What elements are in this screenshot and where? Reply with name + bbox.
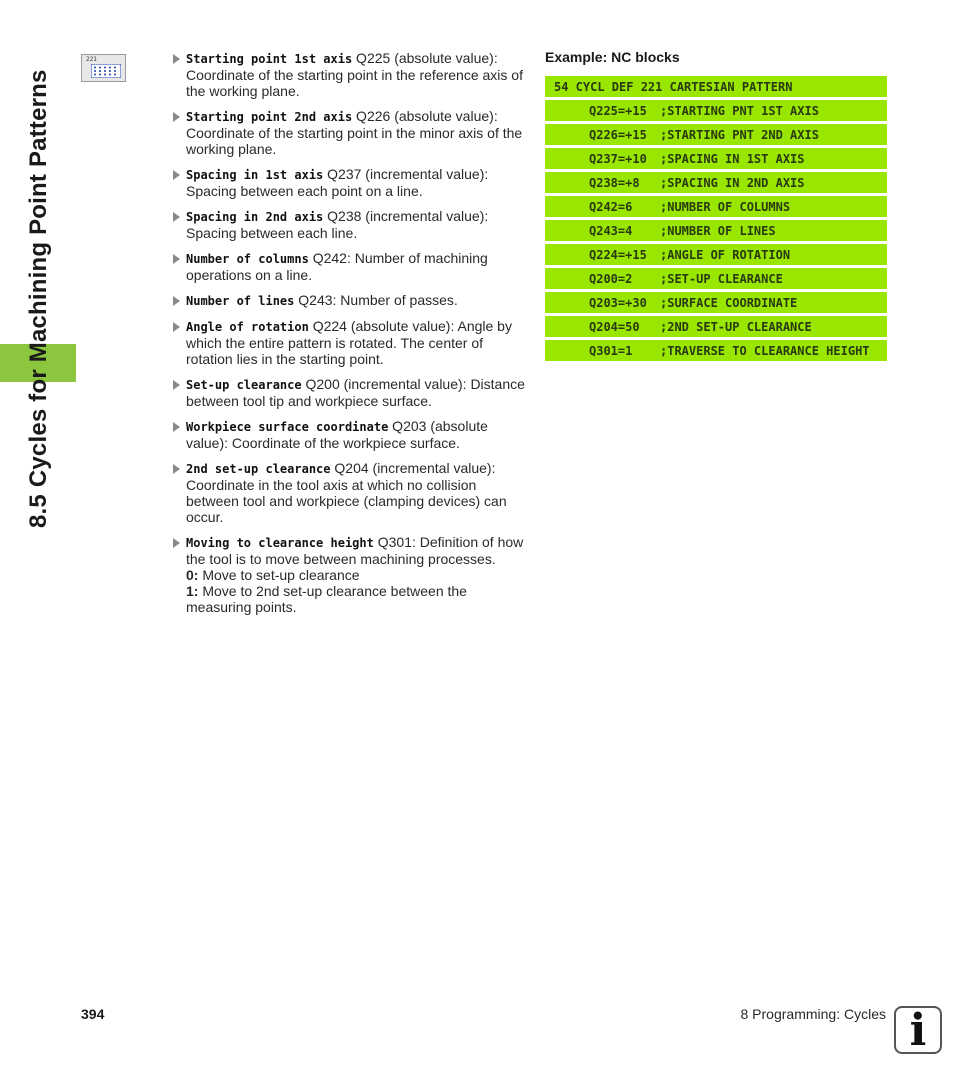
bullet-triangle-icon bbox=[173, 296, 180, 306]
nc-comment: ;TRAVERSE TO CLEARANCE HEIGHT bbox=[660, 344, 870, 358]
nc-comment: ;STARTING PNT 2ND AXIS bbox=[660, 128, 819, 142]
nc-comment: ;SET-UP CLEARANCE bbox=[660, 272, 783, 286]
bullet-triangle-icon bbox=[173, 112, 180, 122]
parameter-name: Number of columns bbox=[186, 252, 309, 266]
parameter-name: Workpiece surface coordinate bbox=[186, 420, 389, 434]
nc-parameter: Q204=50 bbox=[589, 320, 640, 334]
nc-block-line bbox=[545, 292, 887, 313]
parameter-name: Moving to clearance height bbox=[186, 536, 374, 550]
nc-blocks-listing bbox=[545, 76, 887, 364]
parameter-item bbox=[172, 460, 528, 525]
nc-block-line bbox=[545, 220, 887, 241]
nc-parameter: Q242=6 bbox=[589, 200, 633, 214]
parameter-item bbox=[172, 318, 528, 367]
parameter-description: Q225 (absolute value): Coordinate of the starting point in the reference axis of the working plane. bbox=[186, 50, 523, 99]
nc-comment: ;SPACING IN 2ND AXIS bbox=[660, 176, 805, 190]
nc-comment: ;SURFACE COORDINATE bbox=[660, 296, 798, 310]
parameter-item bbox=[172, 376, 528, 409]
parameter-name: 2nd set-up clearance bbox=[186, 462, 331, 476]
nc-parameter: Q237=+10 bbox=[589, 152, 647, 166]
chapter-label: 8 Programming: Cycles bbox=[740, 1006, 886, 1022]
nc-parameter: Q226=+15 bbox=[589, 128, 647, 142]
nc-block-line bbox=[545, 316, 887, 337]
bullet-triangle-icon bbox=[173, 422, 180, 432]
parameter-item bbox=[172, 166, 528, 199]
parameter-description: Q242: Number of machining operations on a line. bbox=[186, 250, 488, 283]
parameter-item bbox=[172, 50, 528, 99]
nc-parameter: Q243=4 bbox=[589, 224, 633, 238]
parameter-description: Q203 (absolute value): Coordinate of the workpiece surface. bbox=[186, 418, 488, 451]
nc-parameter: Q224=+15 bbox=[589, 248, 647, 262]
option-text: Move to set-up clearance bbox=[198, 567, 360, 583]
parameter-name: Spacing in 1st axis bbox=[186, 168, 324, 182]
nc-comment: ;NUMBER OF LINES bbox=[660, 224, 776, 238]
option-key: 0: bbox=[186, 567, 199, 583]
nc-parameter: 54 CYCL DEF 221 CARTESIAN PATTERN bbox=[554, 80, 793, 94]
info-icon[interactable] bbox=[894, 1006, 942, 1054]
parameter-option bbox=[186, 567, 528, 583]
parameter-item bbox=[172, 418, 528, 451]
parameter-item bbox=[172, 250, 528, 283]
parameter-name: Starting point 1st axis bbox=[186, 52, 353, 66]
parameter-item bbox=[172, 108, 528, 157]
parameter-item bbox=[172, 208, 528, 241]
nc-block-line bbox=[545, 148, 887, 169]
nc-comment: ;SPACING IN 1ST AXIS bbox=[660, 152, 805, 166]
parameter-description: Q238 (incremental value): Spacing between each line. bbox=[186, 208, 489, 241]
parameter-name: Set-up clearance bbox=[186, 378, 302, 392]
nc-parameter: Q225=+15 bbox=[589, 104, 647, 118]
nc-comment: ;2ND SET-UP CLEARANCE bbox=[660, 320, 812, 334]
bullet-triangle-icon bbox=[173, 254, 180, 264]
nc-block-line bbox=[545, 124, 887, 145]
parameter-option bbox=[186, 583, 528, 615]
nc-block-line bbox=[545, 340, 887, 361]
parameter-name: Starting point 2nd axis bbox=[186, 110, 353, 124]
nc-block-line bbox=[545, 244, 887, 265]
parameter-description: Q237 (incremental value): Spacing between each point on a line. bbox=[186, 166, 489, 199]
parameter-item bbox=[172, 534, 528, 615]
parameter-item bbox=[172, 292, 528, 309]
parameter-list bbox=[172, 50, 528, 624]
parameter-description: Q204 (incremental value): Coordinate in the tool axis at which no collision between tool and workpiece (clamping devices) can occur. bbox=[186, 460, 507, 525]
cycle-221-icon bbox=[81, 54, 126, 82]
point-pattern-graphic bbox=[91, 64, 121, 78]
nc-parameter: Q200=2 bbox=[589, 272, 633, 286]
parameter-description: Q301: Definition of how the tool is to move between machining processes. bbox=[186, 534, 524, 567]
parameter-name: Number of lines bbox=[186, 294, 295, 308]
nc-parameter: Q301=1 bbox=[589, 344, 633, 358]
example-heading: Example: NC blocks bbox=[545, 49, 680, 65]
nc-block-line bbox=[545, 268, 887, 289]
info-icon-glyph: i bbox=[909, 1005, 927, 1056]
bullet-triangle-icon bbox=[173, 212, 180, 222]
nc-block-header bbox=[545, 76, 887, 97]
page-number: 394 bbox=[81, 1006, 105, 1022]
nc-block-line bbox=[545, 196, 887, 217]
bullet-triangle-icon bbox=[173, 538, 180, 548]
bullet-triangle-icon bbox=[173, 380, 180, 390]
parameter-description: Q224 (absolute value): Angle by which the entire pattern is rotated. The center of rotation lies in the starting point. bbox=[186, 318, 512, 367]
bullet-triangle-icon bbox=[173, 170, 180, 180]
nc-block-line bbox=[545, 100, 887, 121]
parameter-description: Q200 (incremental value): Distance between tool tip and workpiece surface. bbox=[186, 376, 525, 409]
parameter-description: Q226 (absolute value): Coordinate of the starting point in the minor axis of the working plane. bbox=[186, 108, 523, 157]
option-key: 1: bbox=[186, 583, 199, 599]
parameter-description: Q243: Number of passes. bbox=[294, 292, 458, 308]
parameter-name: Angle of rotation bbox=[186, 320, 309, 334]
nc-block-line bbox=[545, 172, 887, 193]
option-text: Move to 2nd set-up clearance between the measuring points. bbox=[186, 583, 467, 615]
nc-comment: ;STARTING PNT 1ST AXIS bbox=[660, 104, 819, 118]
bullet-triangle-icon bbox=[173, 464, 180, 474]
bullet-triangle-icon bbox=[173, 322, 180, 332]
parameter-name: Spacing in 2nd axis bbox=[186, 210, 324, 224]
nc-parameter: Q203=+30 bbox=[589, 296, 647, 310]
bullet-triangle-icon bbox=[173, 54, 180, 64]
cycle-icon-label: 221 bbox=[86, 56, 97, 63]
section-title: 8.5 Cycles for Machining Point Patterns bbox=[25, 69, 52, 528]
nc-comment: ;NUMBER OF COLUMNS bbox=[660, 200, 791, 214]
nc-parameter: Q238=+8 bbox=[589, 176, 640, 190]
nc-comment: ;ANGLE OF ROTATION bbox=[660, 248, 791, 262]
